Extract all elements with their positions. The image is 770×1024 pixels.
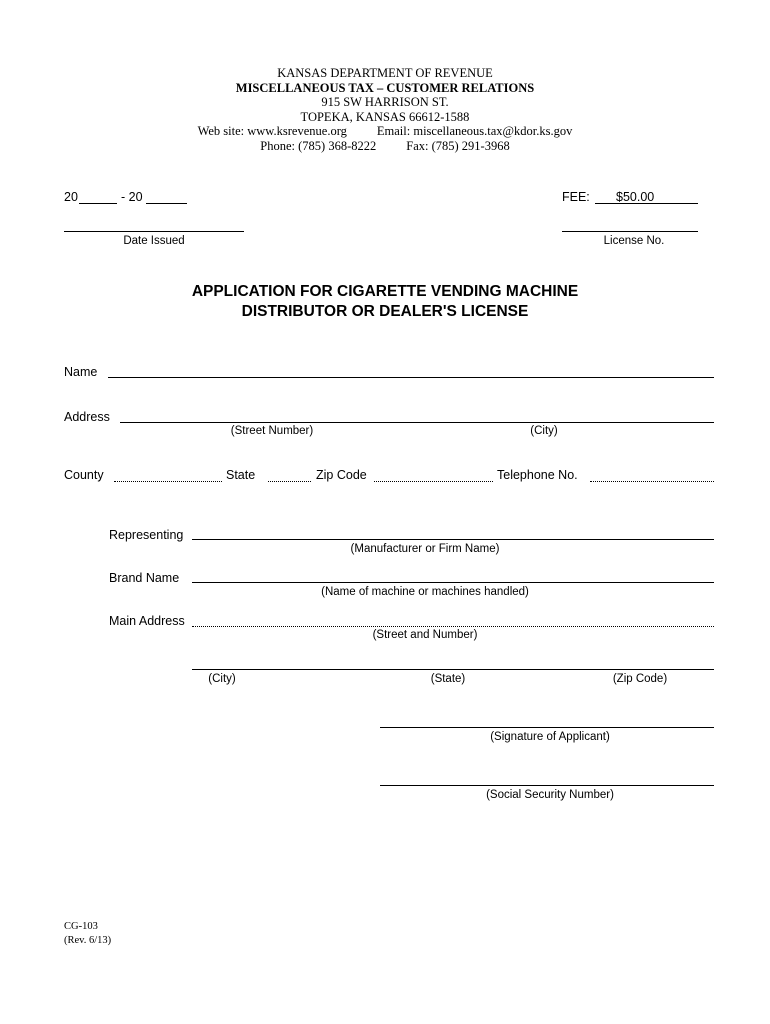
county-label: County xyxy=(64,468,104,482)
name-field[interactable] xyxy=(108,377,714,378)
period-from-field[interactable] xyxy=(79,203,117,204)
agency-phone-fax-line xyxy=(0,139,770,154)
street-number-caption: (Street Number) xyxy=(230,425,314,437)
date-issued-label: Date Issued xyxy=(123,235,185,247)
main-address-field[interactable] xyxy=(192,626,714,627)
agency-name: KANSAS DEPARTMENT OF REVENUE xyxy=(277,66,493,80)
state2-caption: (State) xyxy=(430,673,466,685)
telephone-label: Telephone No. xyxy=(497,468,578,482)
telephone-field[interactable] xyxy=(590,481,714,482)
manufacturer-caption: (Manufacturer or Firm Name) xyxy=(350,543,500,555)
form-revision: (Rev. 6/13) xyxy=(64,935,112,946)
signature-field[interactable] xyxy=(380,727,714,728)
fee-label: FEE: xyxy=(562,190,590,204)
date-issued-field[interactable] xyxy=(64,231,244,232)
form-title-line2: DISTRIBUTOR OR DEALER'S LICENSE xyxy=(241,303,529,320)
period-to-field[interactable] xyxy=(146,203,187,204)
license-no-field[interactable] xyxy=(562,231,698,232)
agency-street: 915 SW HARRISON ST. xyxy=(321,95,449,109)
representing-field[interactable] xyxy=(192,539,714,540)
agency-city-state-zip: TOPEKA, KANSAS 66612-1588 xyxy=(300,109,470,124)
form-footer xyxy=(64,920,111,948)
machine-caption: (Name of machine or machines handled) xyxy=(321,586,529,598)
signature-caption: (Signature of Applicant) xyxy=(490,731,610,743)
zip-code-field[interactable] xyxy=(374,481,493,482)
street-and-number-caption: (Street and Number) xyxy=(372,629,478,641)
brand-name-label: Brand Name xyxy=(109,571,180,585)
brand-name-field[interactable] xyxy=(192,582,714,583)
agency-email: Email: miscellaneous.tax@kdor.ks.gov xyxy=(376,124,573,138)
county-field[interactable] xyxy=(114,481,222,482)
division-name: MISCELLANEOUS TAX – CUSTOMER RELATIONS xyxy=(235,80,535,95)
agency-header xyxy=(0,66,770,153)
form-title-line1: APPLICATION FOR CIGARETTE VENDING MACHINE xyxy=(191,283,579,300)
agency-web-email-line xyxy=(0,124,770,139)
state-field[interactable] xyxy=(268,481,311,482)
address-field[interactable] xyxy=(120,422,714,423)
state-label: State xyxy=(226,468,256,482)
agency-website: Web site: www.ksrevenue.org xyxy=(197,124,347,138)
city-state-zip-field[interactable] xyxy=(192,669,714,670)
agency-phone: Phone: (785) 368-8222 xyxy=(260,138,377,153)
main-address-label: Main Address xyxy=(109,614,185,628)
representing-label: Representing xyxy=(109,528,184,542)
ssn-caption: (Social Security Number) xyxy=(486,789,614,801)
zip-code-label: Zip Code xyxy=(316,468,367,482)
form-number: CG-103 xyxy=(64,921,98,932)
address-label: Address xyxy=(64,410,110,424)
name-label: Name xyxy=(64,365,98,379)
zip2-caption: (Zip Code) xyxy=(612,673,668,685)
fee-amount: $50.00 xyxy=(616,190,655,204)
period-from-prefix: 20 xyxy=(64,190,78,204)
period-separator: - 20 xyxy=(121,190,143,204)
agency-fax: Fax: (785) 291-3968 xyxy=(406,138,510,153)
city2-caption: (City) xyxy=(208,673,236,685)
license-no-label: License No. xyxy=(603,235,665,247)
ssn-field[interactable] xyxy=(380,785,714,786)
city-caption: (City) xyxy=(530,425,558,437)
